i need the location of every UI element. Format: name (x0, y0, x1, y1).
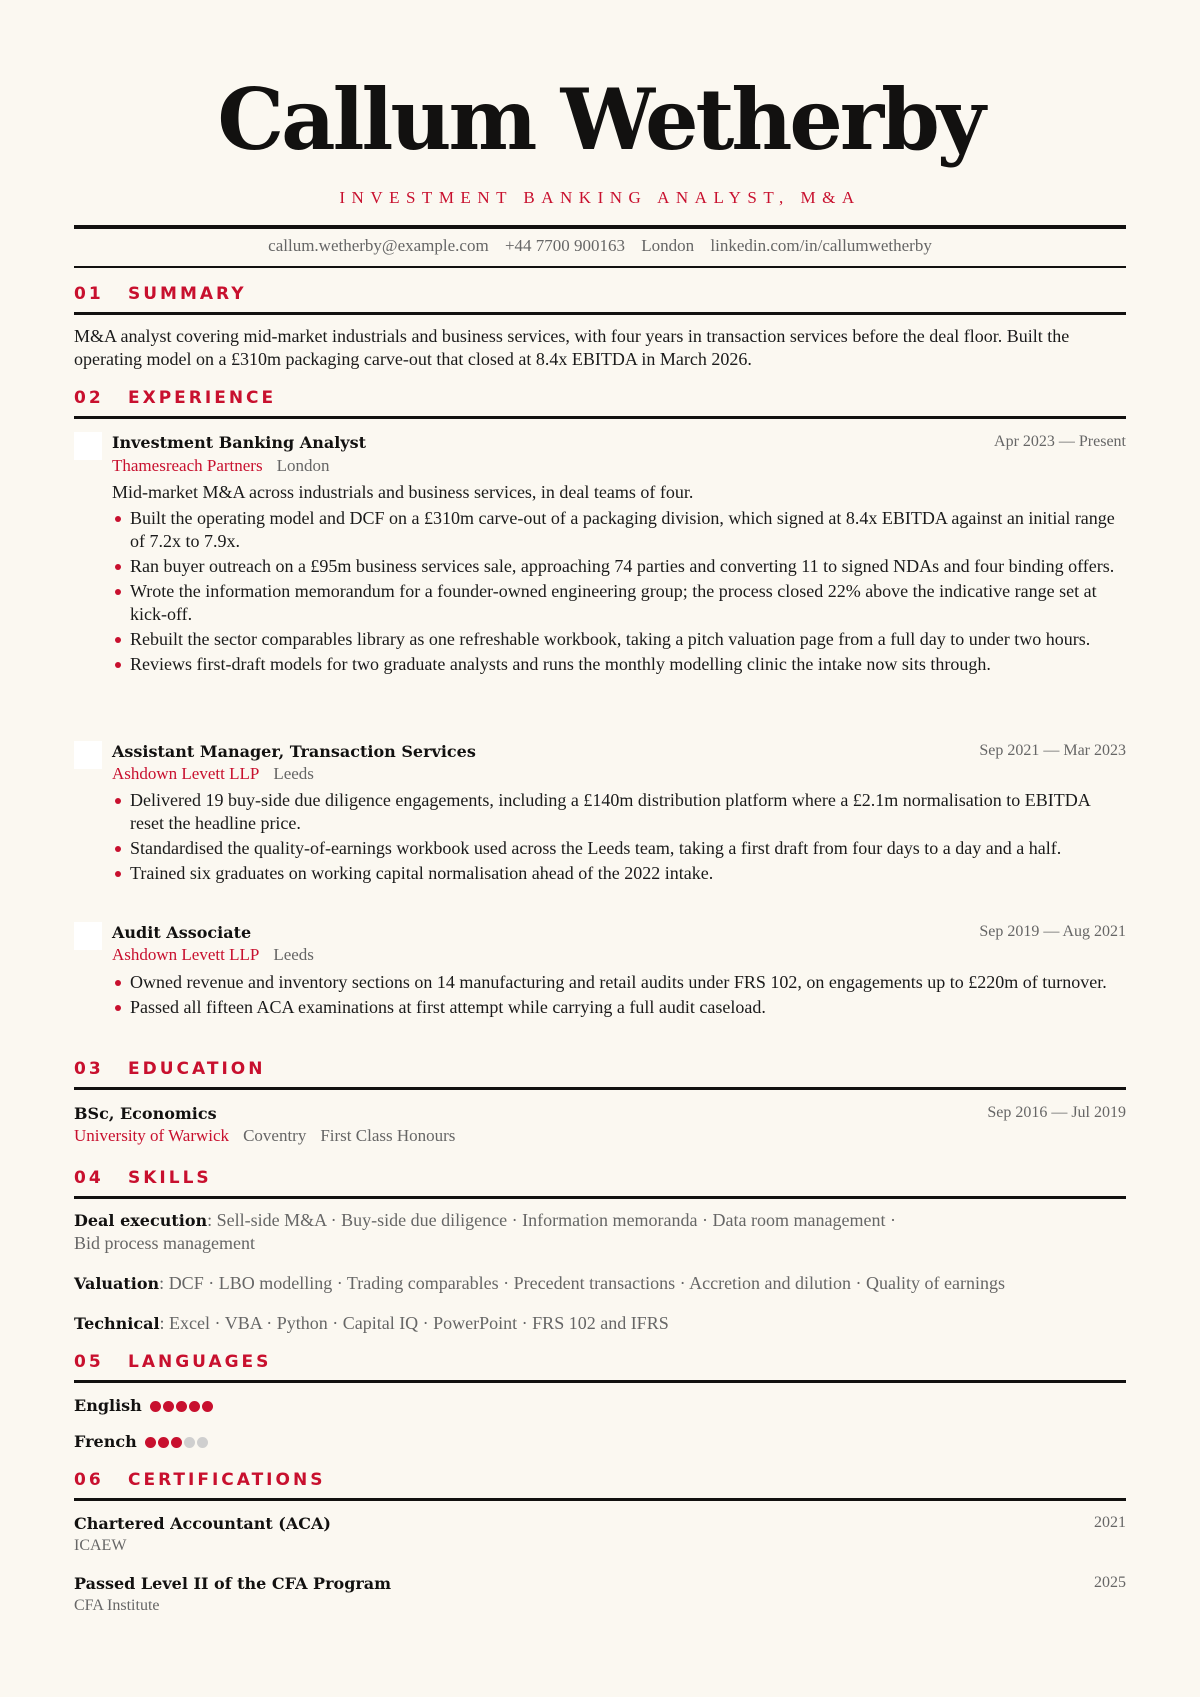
proficiency-dots (145, 1433, 210, 1452)
list-item: Ran buyer outreach on a £95m business services sale, approaching 74 parties and converting 11 to signed NDAs and four binding offers. (112, 555, 1126, 578)
job-bullets (112, 507, 1126, 678)
proficiency-dot-filled (163, 1401, 174, 1412)
contact-linkedin[interactable]: linkedin.com/in/callumwetherby (710, 236, 932, 255)
job-org (112, 945, 314, 965)
list-item: Reviews first-draft models for two graduate analysts and runs the monthly modelling clinic the intake now sits through. (112, 653, 1126, 676)
section-heading-experience: 02 EXPERIENCE (74, 388, 1126, 419)
proficiency-dot-filled (202, 1401, 213, 1412)
job-org (112, 764, 314, 784)
job-dates: Apr 2023 — Present (994, 433, 1126, 450)
section-heading-certifications: 06 CERTIFICATIONS (74, 1470, 1126, 1501)
candidate-name: Callum Wetherby (217, 70, 983, 169)
job-title: Audit Associate (112, 923, 252, 942)
cert-name: Chartered Accountant (ACA) (74, 1514, 331, 1533)
skill-group-valuation: Valuation: DCF · LBO modelling · Trading comparables · Precedent transactions · Accretion and dilution · Quality of earnings (74, 1273, 1006, 1293)
job-marker (74, 741, 102, 769)
summary-text: M&A analyst covering mid-market industrials and business services, with four years in transaction services before the deal floor. Built the operating model on a £310m packaging carve-out that closed at 8.4x EBITDA in March 2026. (74, 326, 1070, 369)
proficiency-dot-filled (145, 1437, 156, 1448)
contact-rule (74, 266, 1126, 268)
contact-phone: +44 7700 900163 (504, 236, 626, 255)
contact-email[interactable]: callum.wetherby@example.com (268, 236, 489, 255)
job-marker (74, 922, 102, 950)
education-dates: Sep 2016 — Jul 2019 (987, 1104, 1126, 1121)
job-dates: Sep 2021 — Mar 2023 (979, 742, 1126, 759)
list-item: Trained six graduates on working capital normalisation ahead of the 2022 intake. (112, 862, 1126, 885)
list-item: Passed all fifteen ACA examinations at first attempt while carrying a full audit caseload. (112, 996, 1126, 1019)
candidate-role: INVESTMENT BANKING ANALYST, M&A (339, 188, 861, 207)
job-marker (74, 432, 102, 460)
header-rule (74, 225, 1126, 229)
job-bullets (112, 971, 1126, 1021)
education-honours: First Class Honours (320, 1126, 456, 1145)
proficiency-dot-filled (171, 1437, 182, 1448)
section-heading-education: 03 EDUCATION (74, 1059, 1126, 1090)
job-bullets (112, 789, 1126, 887)
cert-name: Passed Level II of the CFA Program (74, 1574, 392, 1593)
list-item: Wrote the information memorandum for a founder-owned engineering group; the process closed 22% above the indicative range set at kick-off. (112, 580, 1126, 626)
section-heading-skills: 04 SKILLS (74, 1168, 1126, 1199)
job-company: Thamesreach Partners (112, 456, 263, 475)
job-dates: Sep 2019 — Aug 2021 (979, 923, 1126, 940)
cert-year: 2025 (1094, 1574, 1126, 1591)
list-item: Built the operating model and DCF on a £310m carve-out of a packaging division, which signed at 8.4x EBITDA against an initial range of 7.2x to 7.9x. (112, 507, 1126, 553)
proficiency-dot-filled (176, 1401, 187, 1412)
cert-issuer: CFA Institute (74, 1597, 160, 1614)
proficiency-dot-filled (158, 1437, 169, 1448)
education-school: University of Warwick (74, 1126, 230, 1145)
job-company: Ashdown Levett LLP (112, 764, 260, 783)
cert-issuer: ICAEW (74, 1537, 127, 1554)
job-org (112, 456, 329, 476)
proficiency-dot-empty (197, 1437, 208, 1448)
job-location: Leeds (273, 945, 314, 964)
proficiency-dots (150, 1397, 215, 1416)
education-degree: BSc, Economics (74, 1104, 217, 1123)
list-item: Owned revenue and inventory sections on 14 manufacturing and retail audits under FRS 102, on engagements up to £220m of turnover. (112, 971, 1126, 994)
skill-group-technical: Technical: Excel · VBA · Python · Capital IQ · PowerPoint · FRS 102 and IFRS (74, 1313, 669, 1333)
language-french: French (74, 1432, 210, 1452)
section-heading-languages: 05 LANGUAGES (74, 1352, 1126, 1383)
list-item: Standardised the quality-of-earnings workbook used across the Leeds team, taking a first draft from four days to a day and a half. (112, 837, 1126, 860)
job-title: Assistant Manager, Transaction Services (112, 742, 476, 761)
language-english: English (74, 1396, 215, 1416)
contact-line (74, 236, 1126, 256)
education-location: Coventry (243, 1126, 307, 1145)
contact-city: London (641, 236, 695, 255)
job-intro: Mid-market M&A across industrials and business services, in deal teams of four. (112, 482, 694, 502)
list-item: Rebuilt the sector comparables library as one refreshable workbook, taking a pitch valuation page from a full day to under two hours. (112, 628, 1126, 651)
education-org (74, 1126, 455, 1146)
job-company: Ashdown Levett LLP (112, 945, 260, 964)
proficiency-dot-filled (189, 1401, 200, 1412)
cert-year: 2021 (1094, 1514, 1126, 1531)
job-title: Investment Banking Analyst (112, 433, 366, 452)
skill-group-deal-execution: Deal execution: Sell-side M&A · Buy-side due diligence · Information memoranda · Data room management · Bid process management (74, 1210, 896, 1253)
proficiency-dot-empty (184, 1437, 195, 1448)
job-location: Leeds (273, 764, 314, 783)
proficiency-dot-filled (150, 1401, 161, 1412)
job-location: London (276, 456, 330, 475)
list-item: Delivered 19 buy-side due diligence engagements, including a £140m distribution platform where a £2.1m normalisation to EBITDA reset the headline price. (112, 789, 1126, 835)
section-heading-summary: 01 SUMMARY (74, 284, 1126, 315)
